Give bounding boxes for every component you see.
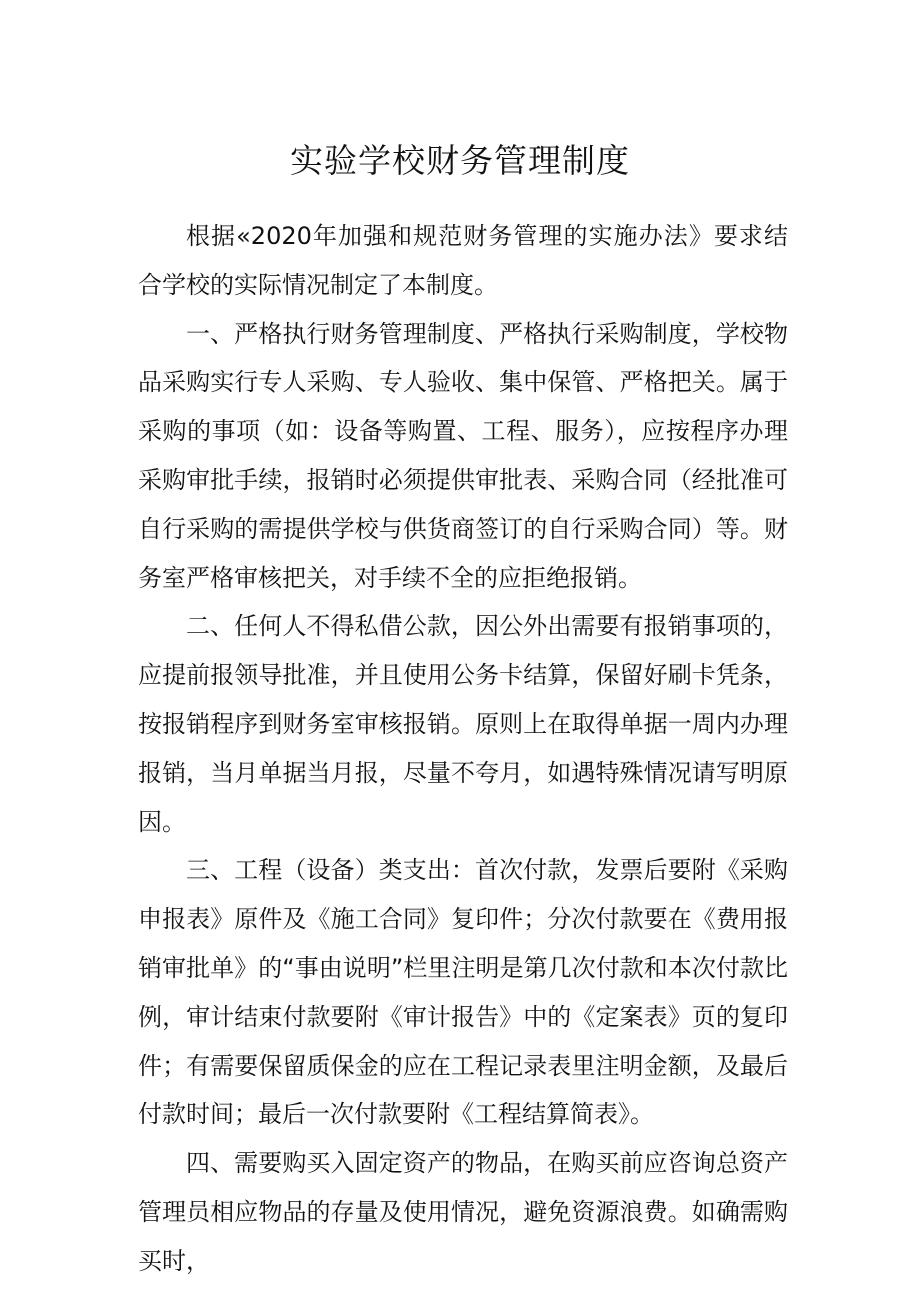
paragraph-3-engineering-expenses: 三、工程（设备）类支出：首次付款，发票后要附《采购申报表》原件及《施工合同》复印件；分次付款要在《费用报销审批单》的“事由说明”栏里注明是第几次付款和本次付款比例，审计结束付款要附《审计报告》中的《定案表》页的复印件；有需要保留质保金的应在工程记录表里注明金额，及最后付款时间；最后一次付款要附《工程结算简表》。 [138,856,788,1129]
paragraph-2-public-funds: 二、任何人不得私借公款，因公外出需要有报销事项的，应提前报领导批准，并且使用公务卡结算，保留好刷卡凭条，按报销程序到财务室审核报销。原则上在取得单据一周内办理报销，当月单据当月报，尽量不夸月，如遇特殊情况请写明原因。 [138,612,788,836]
document-title: 实验学校财务管理制度 [290,141,630,180]
paragraph-1-procurement: 一、严格执行财务管理制度、严格执行采购制度，学校物品采购实行专人采购、专人验收、集中保管、严格把关。属于采购的事项（如：设备等购置、工程、服务），应按程序办理采购审批手续，报销时必须提供审批表、采购合同（经批准可自行采购的需提供学校与供货商签订的自行采购合同）等。财务室严格审核把关，对手续不全的应拒绝报销。 [138,319,788,592]
paragraph-4-fixed-assets: 四、需要购买入固定资产的物品，在购买前应咨询总资产管理员相应物品的存量及使用情况，避免资源浪费。如确需购买时， [138,1149,788,1275]
paragraph-intro: 根据«2020年加强和规范财务管理的实施办法》要求结合学校的实际情况制定了本制度。 [138,222,788,299]
document-body [138,212,788,1286]
